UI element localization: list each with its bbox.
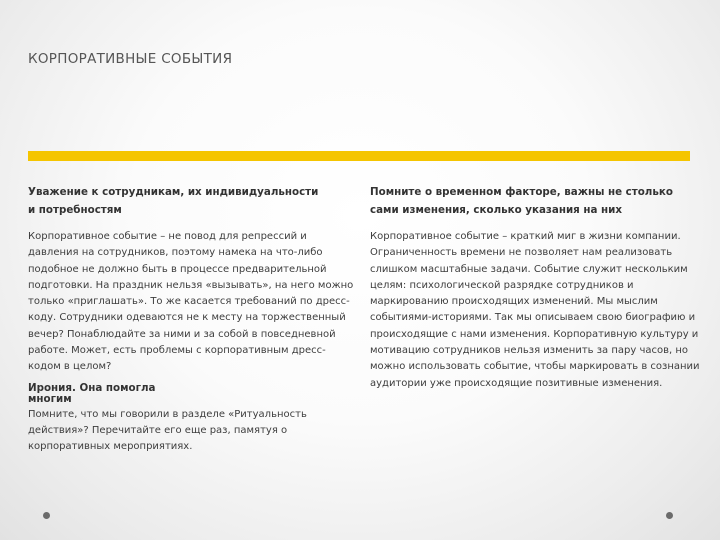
left-paragraph-2-line: Помните, что мы говорили в разделе «Ритуальность <box>28 408 307 420</box>
left-subheading <box>28 383 340 405</box>
bullet-dot-icon <box>43 512 50 519</box>
right-heading <box>370 183 700 219</box>
right-column <box>370 183 700 392</box>
right-heading-line: Помните о временном факторе, важны не столько <box>370 186 673 198</box>
left-paragraph-line: кодом в целом? <box>28 361 112 373</box>
left-heading-line: и потребностям <box>28 204 122 216</box>
bullet-dot-icon <box>666 512 673 519</box>
right-paragraph-line: целям: психологической разрядке сотрудников и <box>370 279 634 291</box>
right-paragraph-line: аудитории уже происходящие позитивные изменения. <box>370 377 663 389</box>
right-heading-line: сами изменения, сколько указания на них <box>370 204 622 216</box>
right-paragraph-line: событиями-историями. Так мы описываем свою биографию и <box>370 312 696 324</box>
left-column <box>28 183 354 456</box>
left-paragraph-line: коду. Сотрудники одеваются не к месту на торжественный <box>28 312 346 324</box>
left-paragraph-2 <box>28 407 340 456</box>
right-paragraph-line: Ограниченность времени не позволяет нам реализовать <box>370 247 673 259</box>
right-paragraph-line: маркированию происходящих изменений. Мы мыслим <box>370 296 658 308</box>
left-paragraph-2-line: действия»? Перечитайте его еще раз, памятуя о <box>28 424 288 436</box>
left-paragraph-line: работе. Может, есть проблемы с корпоративным дресс- <box>28 345 326 357</box>
left-paragraph-line: подобное не должно быть в процессе предварительной <box>28 263 327 275</box>
left-paragraph-line: Корпоративное событие – не повод для репрессий и <box>28 231 307 242</box>
right-paragraph-line: можно использовать событие, чтобы маркировать в сознании <box>370 361 700 373</box>
right-paragraph <box>370 229 700 392</box>
right-paragraph-line: мотивацию сотрудников нельзя изменить за пару часов, но <box>370 345 689 357</box>
right-paragraph-line: слишком масштабные задачи. Событие служит нескольким <box>370 263 688 275</box>
right-paragraph-line: Корпоративное событие – краткий миг в жизни компании. <box>370 231 681 242</box>
accent-bar <box>28 151 690 161</box>
page-title: КОРПОРАТИВНЫЕ СОБЫТИЯ <box>28 51 233 67</box>
left-paragraph-line: только «приглашать». То же касается требований по дресс- <box>28 296 350 308</box>
right-paragraph-line: происходящие с нами изменения. Корпоративную культуру и <box>370 328 699 340</box>
left-paragraph-line: вечер? Понаблюдайте за ними и за собой в повседневной <box>28 328 336 340</box>
left-paragraph-line: подготовки. На праздник нельзя «вызывать», на него можно <box>28 279 354 291</box>
left-heading <box>28 183 340 219</box>
left-subheading-line: многим <box>28 392 72 405</box>
left-subheading-line: Ирония. Она помогла <box>28 381 156 394</box>
left-paragraph-2-line: корпоративных мероприятиях. <box>28 441 193 453</box>
left-paragraph-line: давления на сотрудников, поэтому намека на что-либо <box>28 247 323 259</box>
left-paragraph <box>28 229 354 376</box>
left-heading-line: Уважение к сотрудникам, их индивидуальности <box>28 186 319 198</box>
